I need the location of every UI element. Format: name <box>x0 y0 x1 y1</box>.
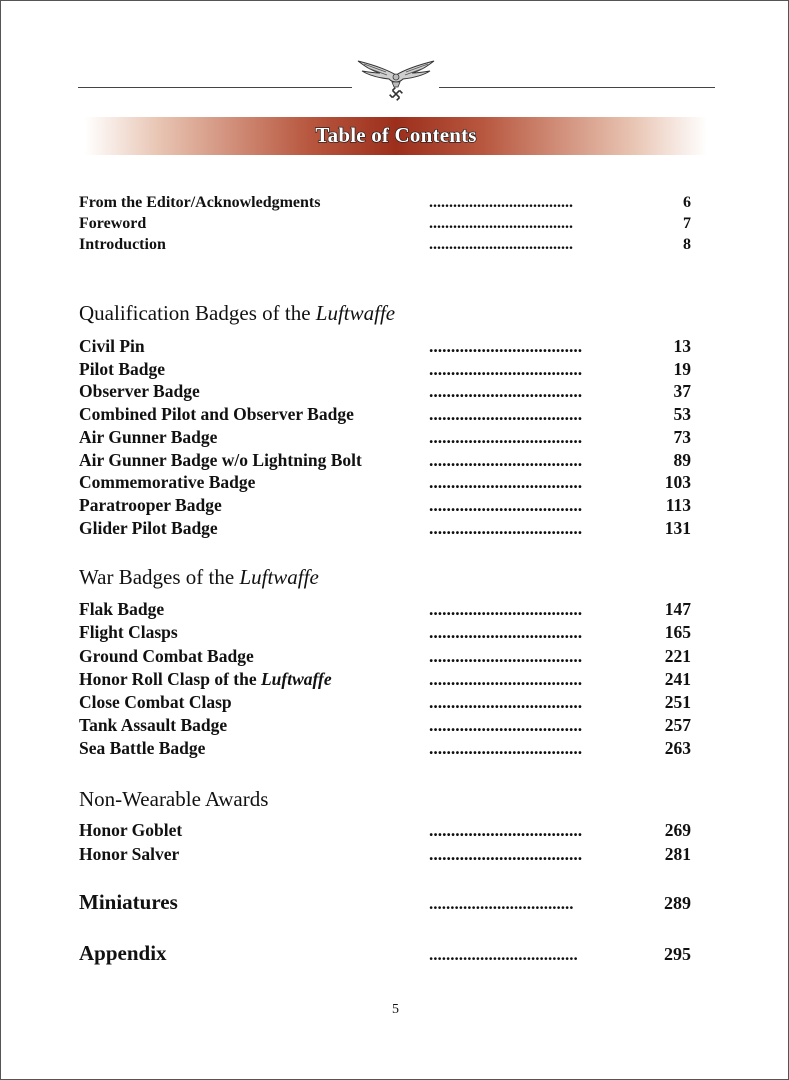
toc-entry-label: Appendix <box>79 941 167 965</box>
toc-page-number: 89 <box>673 450 691 470</box>
toc-entry-label: Foreword <box>79 215 147 232</box>
toc-entry[interactable] <box>79 820 691 842</box>
toc-page-number: 147 <box>664 599 691 619</box>
toc-page-number: 7 <box>683 215 691 232</box>
toc-entry[interactable] <box>79 890 691 912</box>
toc-leader: ................................... <box>429 844 583 864</box>
toc-leader: ................................... <box>429 599 583 619</box>
toc-leader: ................................... <box>429 646 583 666</box>
toc-entry-label <box>79 669 332 690</box>
toc-entry[interactable] <box>79 472 691 494</box>
toc-entry[interactable] <box>79 215 691 237</box>
toc-page-number: 165 <box>664 622 691 642</box>
toc-entry[interactable] <box>79 194 691 216</box>
toc-leader: ................................... <box>429 450 583 470</box>
toc-leader: ................................... <box>429 359 583 379</box>
toc-entry-label: Commemorative Badge <box>79 472 256 492</box>
toc-page-number: 269 <box>664 820 691 840</box>
toc-leader: ................................... <box>429 336 583 356</box>
toc-page-number: 6 <box>683 194 691 211</box>
toc-page-number: 53 <box>673 404 691 424</box>
toc-leader: ................................... <box>429 518 583 538</box>
toc-entry[interactable] <box>79 599 691 621</box>
toc-entry[interactable] <box>79 738 691 760</box>
toc-entry-label: Sea Battle Badge <box>79 738 206 758</box>
section-heading-text: War Badges of the <box>79 565 240 589</box>
page-title: Table of Contents <box>315 123 477 147</box>
toc-leader: ................................... <box>429 669 583 689</box>
toc-page-number: 257 <box>664 715 691 735</box>
toc-page-number: 241 <box>664 669 691 689</box>
toc-leader: ................................... <box>429 427 583 447</box>
toc-leader: ................................... <box>429 404 583 424</box>
toc-leader: .................................... <box>429 194 573 211</box>
toc-entry[interactable] <box>79 450 691 472</box>
toc-entry-label: Civil Pin <box>79 336 145 356</box>
page-number: 5 <box>392 1002 399 1017</box>
toc-entry-label: Glider Pilot Badge <box>79 518 218 538</box>
section-heading <box>79 301 395 326</box>
toc-entry[interactable] <box>79 622 691 644</box>
toc-entry[interactable] <box>79 404 691 426</box>
toc-entry-label: From the Editor/Acknowledgments <box>79 194 321 211</box>
toc-leader: ................................... <box>429 381 583 401</box>
toc-entry[interactable] <box>79 518 691 540</box>
title-banner <box>85 117 707 155</box>
section-heading-italic: Luftwaffe <box>239 565 319 589</box>
toc-entry-label: Paratrooper Badge <box>79 495 222 515</box>
toc-leader: ................................... <box>429 715 583 735</box>
toc-entry-label: Flight Clasps <box>79 622 178 642</box>
section-heading-text: Non-Wearable Awards <box>79 787 269 811</box>
toc-entry-label: Pilot Badge <box>79 359 166 379</box>
toc-page-number: 37 <box>673 381 691 401</box>
toc-entry[interactable] <box>79 844 691 866</box>
toc-page-number: 263 <box>664 738 691 758</box>
header-rule-left <box>78 87 352 88</box>
toc-entry-label-italic: Luftwaffe <box>260 669 332 689</box>
toc-leader: ................................... <box>429 820 583 840</box>
section-heading <box>79 787 268 812</box>
toc-leader: .................................. <box>429 894 574 913</box>
section-heading <box>79 565 319 590</box>
toc-entry[interactable] <box>79 495 691 517</box>
toc-page-number: 8 <box>683 236 691 253</box>
toc-entry[interactable] <box>79 336 691 358</box>
toc-page-number: 73 <box>673 427 691 447</box>
toc-entry[interactable] <box>79 715 691 737</box>
toc-page-number: 251 <box>664 692 691 712</box>
toc-leader: ................................... <box>429 472 583 492</box>
toc-page-number: 113 <box>665 495 691 515</box>
toc-entry-label: Observer Badge <box>79 381 200 401</box>
toc-leader: ................................... <box>429 692 583 712</box>
toc-leader: ................................... <box>429 495 583 515</box>
toc-entry-label-text: Honor Roll Clasp of the <box>79 669 261 689</box>
toc-page-number: 131 <box>664 518 691 538</box>
toc-entry-label: Honor Goblet <box>79 820 183 840</box>
toc-entry-label: Honor Salver <box>79 844 180 864</box>
toc-entry[interactable] <box>79 359 691 381</box>
toc-entry[interactable] <box>79 646 691 668</box>
toc-leader: ................................... <box>429 945 578 964</box>
toc-entry[interactable] <box>79 669 691 691</box>
toc-entry[interactable] <box>79 692 691 714</box>
toc-page-number: 281 <box>664 844 691 864</box>
toc-page-number: 221 <box>664 646 691 666</box>
toc-entry[interactable] <box>79 941 691 963</box>
toc-entry-label: Ground Combat Badge <box>79 646 254 666</box>
section-heading-italic: Luftwaffe <box>315 301 396 325</box>
toc-page-number: 13 <box>673 336 691 356</box>
toc-entry[interactable] <box>79 381 691 403</box>
section-heading-text: Qualification Badges of the <box>79 301 316 325</box>
toc-page-number: 103 <box>664 472 691 492</box>
toc-leader: .................................... <box>429 215 573 232</box>
toc-entry-label: Close Combat Clasp <box>79 692 232 712</box>
luftwaffe-eagle-icon <box>356 57 436 103</box>
toc-entry-label: Flak Badge <box>79 599 165 619</box>
toc-leader: ................................... <box>429 622 583 642</box>
header-rule-right <box>439 87 715 88</box>
toc-page-number: 289 <box>664 893 691 913</box>
toc-entry-label: Miniatures <box>79 890 178 914</box>
toc-entry[interactable] <box>79 236 691 258</box>
toc-entry-label: Combined Pilot and Observer Badge <box>79 404 354 424</box>
toc-entry-label: Introduction <box>79 236 166 253</box>
toc-leader: .................................... <box>429 236 573 253</box>
toc-page-number: 295 <box>664 944 691 964</box>
toc-leader: ................................... <box>429 738 583 758</box>
toc-entry-label: Air Gunner Badge <box>79 427 218 447</box>
toc-entry[interactable] <box>79 427 691 449</box>
toc-page-number: 19 <box>673 359 691 379</box>
toc-entry-label: Tank Assault Badge <box>79 715 228 735</box>
toc-entry-label: Air Gunner Badge w/o Lightning Bolt <box>79 450 362 470</box>
